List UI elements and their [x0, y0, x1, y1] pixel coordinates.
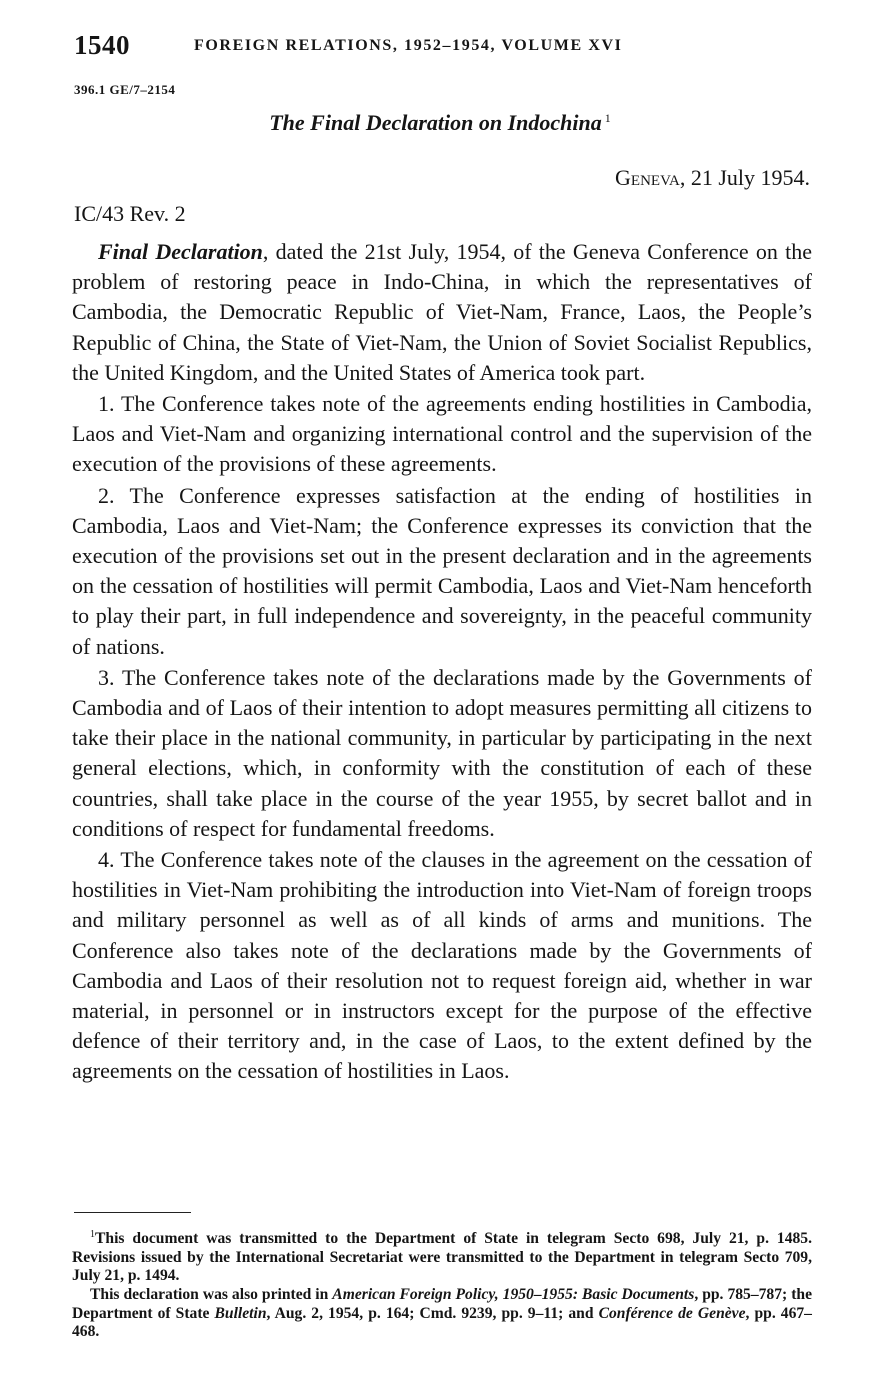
- document-title: [0, 110, 880, 136]
- footnote-marker: 1: [90, 1229, 95, 1240]
- title-footnote-marker: 1: [604, 110, 611, 125]
- document-code: IC/43 Rev. 2: [74, 201, 186, 226]
- footnote-2-text-c: , Aug. 2, 1954, p. 164; Cmd. 9239, pp. 9–11; and: [266, 1304, 599, 1322]
- footnote-2-citation-bulletin: Bulletin: [214, 1304, 267, 1322]
- intro-text: , dated the 21st July, 1954, of the Geneva Conference on the problem of restoring peace in Indo-China, in which the representatives of Cambodia, the Democratic Republic of Viet-Nam, France, Laos, the People’s Republic of China, the State of Viet-Nam, the Union of Soviet Socialist Republics, the United Kingdom, and the United States of America took part.: [72, 239, 812, 385]
- footnote-divider: [74, 1212, 191, 1213]
- dateline-place: Geneva: [615, 165, 680, 190]
- page-header: [74, 30, 814, 64]
- paragraph-1: 1. The Conference takes note of the agreements ending hostilities in Cambodia, Laos and Viet-Nam and organizing international control and the supervision of the execution of the provisions of these agreements.: [72, 391, 812, 477]
- running-head: FOREIGN RELATIONS, 1952–1954, VOLUME XVI: [194, 37, 623, 54]
- footnote-2-citation-afp: American Foreign Policy, 1950–1955: Basic Documents: [332, 1285, 695, 1303]
- footnote-1: [72, 1226, 812, 1286]
- document-title-text: The Final Declaration on Indochina: [269, 110, 602, 135]
- paragraph-3: 3. The Conference takes note of the declarations made by the Governments of Cambodia and of Laos of their intention to adopt measures permitting all citizens to take their place in the national community, in particular by participating in the next general elections, which, in conformity with the constitution of each of these countries, shall take place in the course of the year 1955, by secret ballot and in conditions of respect for fundamental freedoms.: [72, 664, 812, 841]
- declaration-body: [72, 237, 812, 1087]
- footnote-2-text-a: This declaration was also printed in: [90, 1285, 333, 1303]
- footnote-2-citation-geneve: Conférence de Genève: [598, 1304, 746, 1322]
- footnote-2: [72, 1286, 812, 1342]
- dateline: [615, 165, 810, 191]
- page-number: 1540: [74, 30, 130, 60]
- footnote-2-text-d: , pp. 467–468.: [72, 1304, 812, 1341]
- paragraph-4: 4. The Conference takes note of the clauses in the agreement on the cessation of hostilities in Viet-Nam prohibiting the introduction into Viet-Nam of foreign troops and military personnel as well as of all kinds of arms and munitions. The Conference also takes note of the declarations made by the Governments of Cambodia and Laos of their resolution not to request foreign aid, whether in war material, in personnel or in instructors except for the purpose of the effective defence of their territory and, in the case of Laos, to the extent defined by the agreements on the cessation of hostilities in Laos.: [72, 847, 812, 1084]
- intro-paragraph: [72, 237, 812, 388]
- footnote-1-text: This document was transmitted to the Department of State in telegram Secto 698, July 21, p. 1485. Revisions issued by the International Secretariat were transmitted to the Department in telegram Secto 709, July 21, p. 1494.: [72, 1230, 812, 1285]
- paragraph-2: 2. The Conference expresses satisfaction at the ending of hostilities in Cambodia, Laos and Viet-Nam; the Conference expresses its conviction that the execution of the provisions set out in the present declaration and in the agreements on the cessation of hostilities will permit Cambodia, Laos and Viet-Nam henceforth to play their part, in full independence and sovereignty, in the peaceful community of nations.: [72, 482, 812, 659]
- intro-lead: Final Declaration: [98, 239, 263, 264]
- file-reference: 396.1 GE/7–2154: [74, 82, 176, 97]
- dateline-date: , 21 July 1954.: [679, 165, 810, 190]
- footnotes: [72, 1226, 812, 1342]
- footnote-2-text-b: , pp. 785–787; the Department of State: [72, 1285, 812, 1322]
